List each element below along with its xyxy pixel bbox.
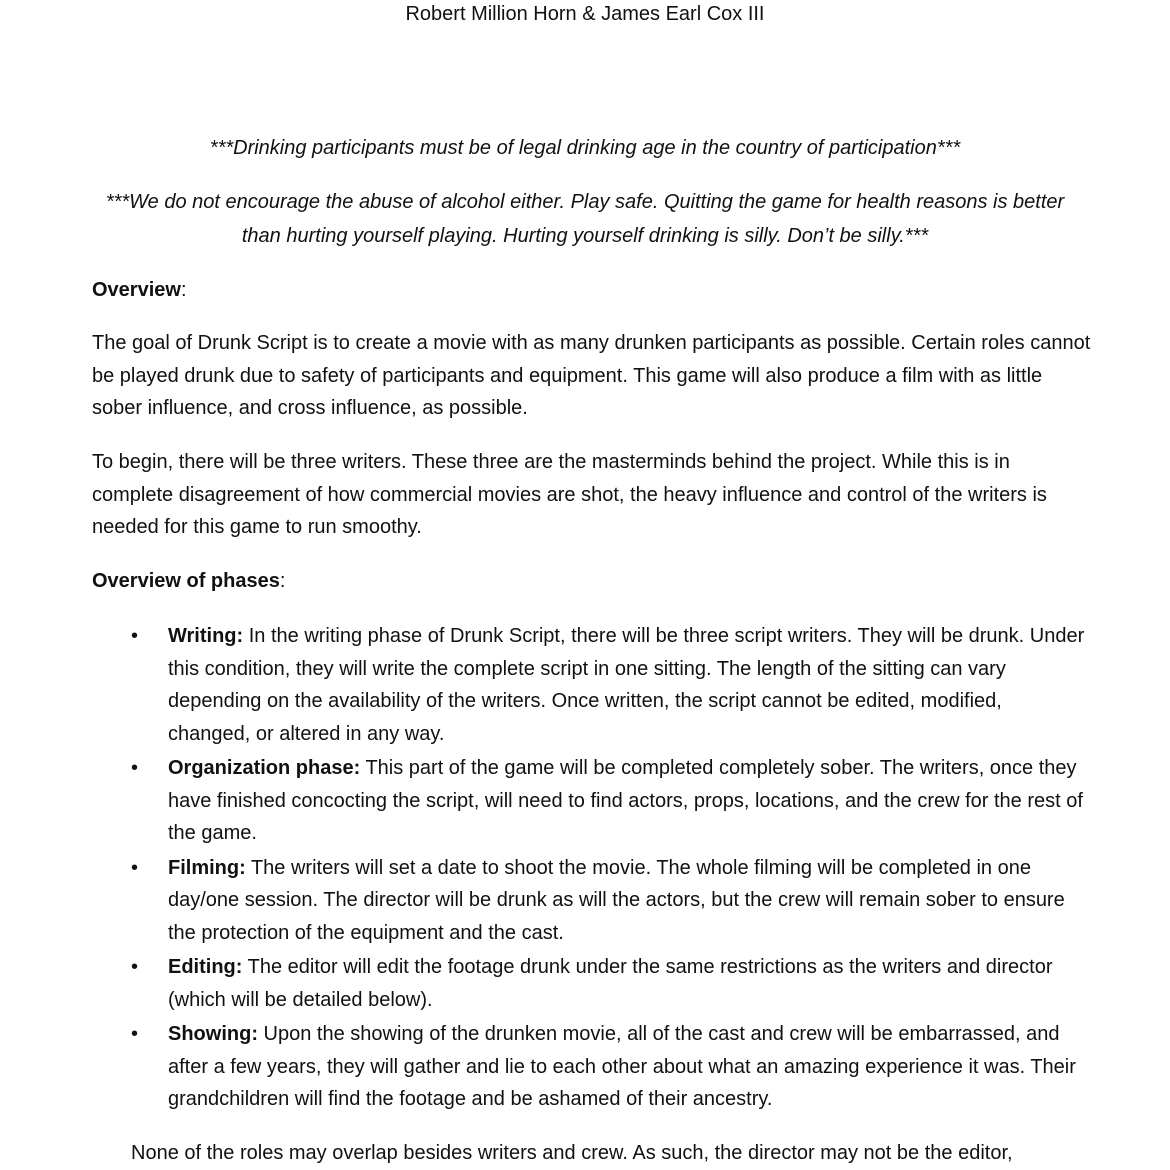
phase-description: The writers will set a date to shoot the movie. The whole filming will be completed in one day/one session. The director will be drunk as will the actors, but the crew will remain sober to ensure the protection of the equipment and the cast. (168, 856, 1065, 944)
phase-item-editing (0, 951, 1088, 1016)
phase-title: Editing: (168, 956, 243, 978)
closing-paragraph: None of the roles may overlap besides writers and crew. As such, the director may not be the editor, (131, 1142, 1013, 1164)
phase-item-filming (0, 852, 1088, 950)
safety-disclaimer: ***We do not encourage the abuse of alcohol either. Play safe. Quitting the game for health reasons is better than hurting yourself playing. Hurting yourself drinking is silly. Don’t be silly.*** (105, 191, 1065, 247)
phases-heading-text: Overview of phases (92, 570, 280, 592)
authors-line: Robert Million Horn & James Earl Cox III (405, 3, 765, 25)
bullet-icon: • (131, 856, 139, 879)
phases-heading (92, 567, 285, 595)
bullet-icon: • (131, 757, 139, 779)
legal-age-disclaimer: ***Drinking participants must be of legal drinking age in the country of participation*** (209, 137, 961, 159)
phase-item-writing (0, 620, 1088, 750)
phase-item-organization (0, 752, 1088, 850)
phases-list (0, 620, 1170, 1118)
bullet-icon: • (131, 625, 139, 647)
phase-title: Showing: (168, 1023, 258, 1045)
phase-title: Writing: (168, 625, 244, 647)
overview-paragraph-writers: To begin, there will be three writers. These three are the masterminds behind the project. While this is in complete disagreement of how commercial movies are shot, the heavy influence and control of the writers is needed for this game to run smoothy. (92, 451, 1047, 538)
phase-title: Organization phase: (168, 757, 361, 779)
phase-description: Upon the showing of the drunken movie, all of the cast and crew will be embarrassed, and after a few years, they will gather and lie to each other about what an amazing experience it was. Their grandchildren will find the footage and be ashamed of their ancestry. (168, 1023, 1076, 1110)
phase-description: The editor will edit the footage drunk under the same restrictions as the writers and director (which will be detailed below). (168, 956, 1053, 1011)
phase-description: This part of the game will be completed completely sober. The writers, once they have finished concocting the script, will need to find actors, props, locations, and the crew for the rest of the game. (168, 757, 1083, 844)
phase-item-showing (0, 1018, 1088, 1116)
phase-description: In the writing phase of Drunk Script, there will be three script writers. They will be drunk. Under this condition, they will write the complete script in one sitting. The length of the sitting can vary depending on the availability of the writers. Once written, the script cannot be edited, modified, changed, or altered in any way. (168, 625, 1085, 745)
bullet-icon: • (131, 1023, 139, 1045)
overview-heading-text: Overview (92, 279, 181, 301)
phase-title: Filming: (168, 856, 246, 879)
overview-heading (92, 276, 187, 304)
overview-heading-colon: : (180, 279, 187, 301)
phases-heading-colon: : (279, 570, 286, 592)
overview-paragraph-goal: The goal of Drunk Script is to create a movie with as many drunken participants as possible. Certain roles cannot be played drunk due to safety of participants and equipment. This game will also produce a film with as little sober influence, and cross influence, as possible. (92, 332, 1091, 419)
bullet-icon: • (131, 956, 139, 978)
